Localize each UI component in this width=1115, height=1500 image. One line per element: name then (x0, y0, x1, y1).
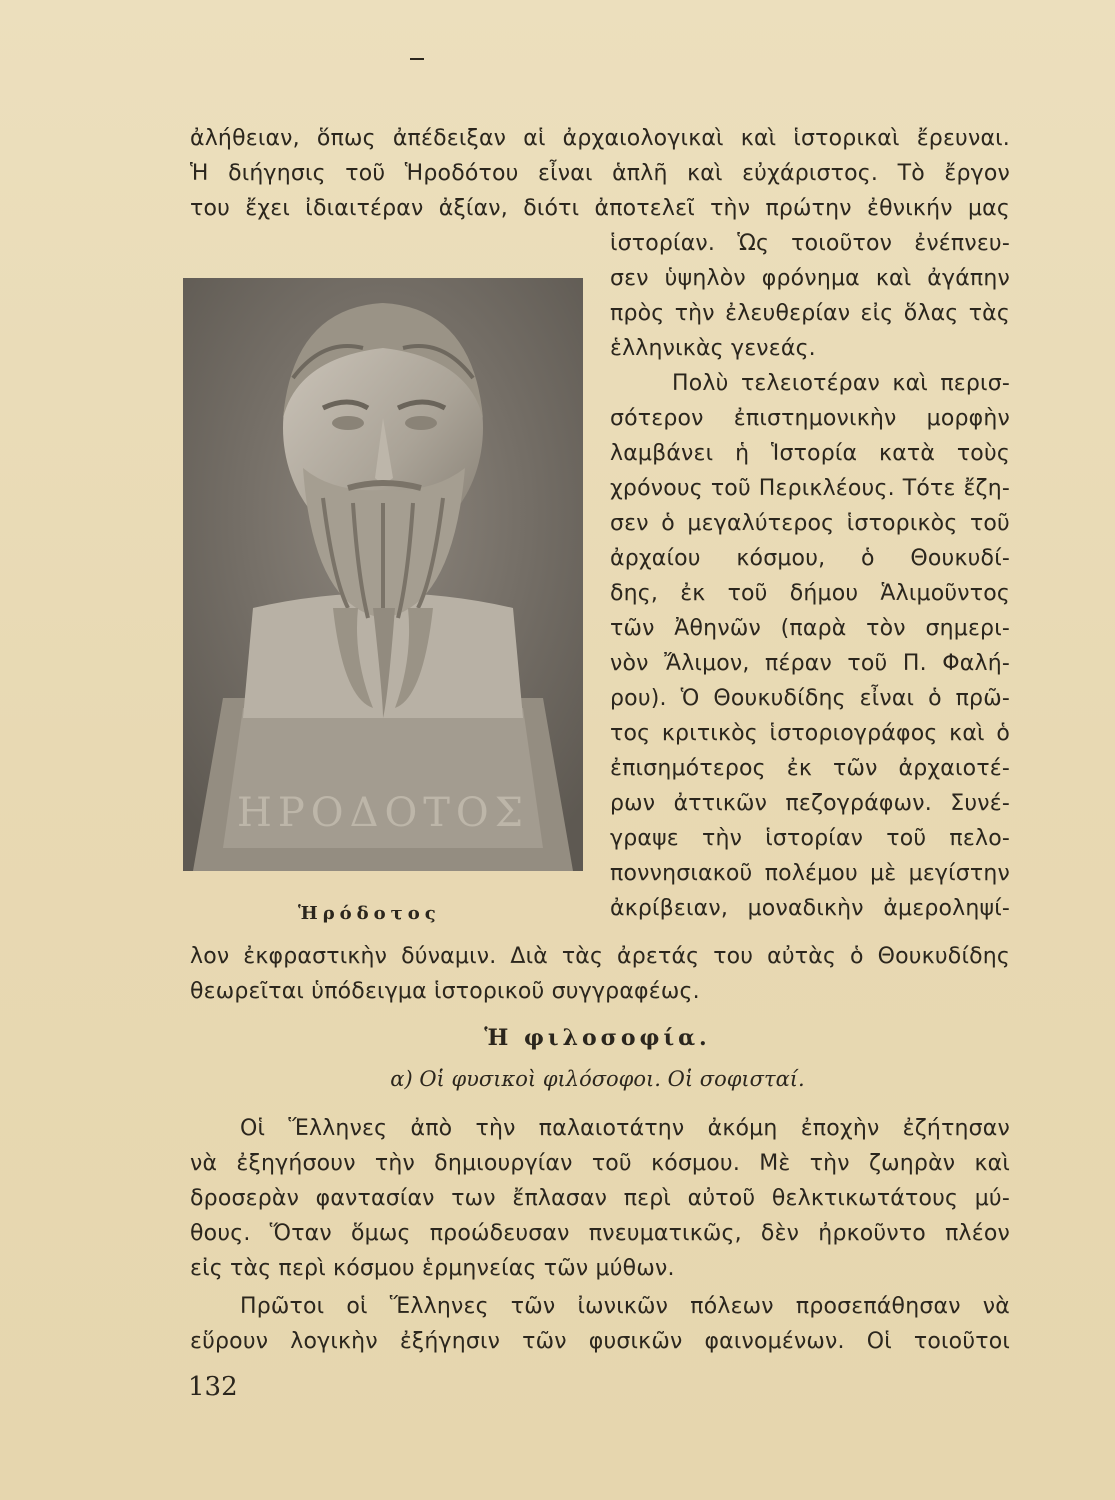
text-line: τῶν Ἀθηνῶν (παρὰ τὸν σημερι- (610, 616, 1010, 641)
ink-mark (410, 58, 424, 60)
text-line: τος κριτικὸς ἱστοριογράφος καὶ ὁ (610, 721, 1010, 746)
text-line: ἐπισημότερος ἐκ τῶν ἀρχαιοτέ- (610, 756, 1010, 781)
text-line: του ἔχει ἰδιαιτέραν ἀξίαν, διότι ἀποτελεῖ τὴν πρώτην ἐθνικήν μας (190, 196, 1010, 221)
text-line: σεν ὁ μεγαλύτερος ἱστορικὸς τοῦ (610, 511, 1010, 536)
text-line: πρὸς τὴν ἐλευθερίαν εἰς ὅλας τὰς (610, 301, 1010, 326)
text-line: νὰ ἐξηγήσουν τὴν δημιουργίαν τοῦ κόσμου. Μὲ τὴν ζωηρὰν καὶ (190, 1151, 1010, 1176)
text-line: σεν ὑψηλὸν φρόνημα καὶ ἀγάπην (610, 266, 1010, 291)
text-line: ἀλήθειαν, ὅπως ἀπέδειξαν αἱ ἀρχαιολογικαὶ καὶ ἱστορικαὶ ἔρευναι. (190, 126, 1010, 151)
text-line: ποννησιακοῦ πολέμου μὲ μεγίστην (610, 861, 1010, 886)
text-line: ἀρχαίου κόσμου, ὁ Θουκυδί- (610, 546, 1010, 571)
text-line: νὸν Ἄλιμον, πέραν τοῦ Π. Φαλή- (610, 651, 1010, 676)
section-heading: Ἡ φιλοσοφία. (484, 1025, 711, 1051)
text-line: Πρῶτοι οἱ Ἕλληνες τῶν ἰωνικῶν πόλεων προσεπάθησαν νὰ (240, 1294, 1010, 1319)
text-line: εὕρουν λογικὴν ἐξήγησιν τῶν φυσικῶν φαινομένων. Οἱ τοιοῦτοι (190, 1329, 1010, 1354)
text-line: εἰς τὰς περὶ κόσμου ἑρμηνείας τῶν μύθων. (190, 1256, 675, 1281)
text-line: ἑλληνικὰς γενεάς. (610, 336, 816, 361)
section-subheading: α) Οἱ φυσικοὶ φιλόσοφοι. Οἱ σοφισταί. (390, 1067, 805, 1091)
text-line: ρων ἀττικῶν πεζογράφων. Συνέ- (610, 791, 1010, 816)
text-line: δης, ἐκ τοῦ δήμου Ἁλιμοῦντος (610, 581, 1010, 606)
text-line: Οἱ Ἕλληνες ἀπὸ τὴν παλαιοτάτην ἀκόμη ἐποχὴν ἐζήτησαν (240, 1116, 1010, 1141)
page-number: 132 (188, 1372, 238, 1402)
text-line: λαμβάνει ἡ Ἱστορία κατὰ τοὺς (610, 441, 1010, 466)
bust-inscription: ΗΡΟΔΟΤΟΣ (236, 790, 530, 836)
text-line: θους. Ὅταν ὅμως προώδευσαν πνευματικῶς, δὲν ἠρκοῦντο πλέον (190, 1221, 1010, 1246)
herodotus-bust-photo (183, 278, 583, 871)
text-line: σότερον ἐπιστημονικὴν μορφὴν (610, 406, 1010, 431)
text-line: Πολὺ τελειοτέραν καὶ περισ- (672, 371, 1010, 396)
text-line: ἀκρίβειαν, μοναδικὴν ἀμεροληψί- (610, 896, 1010, 921)
text-line: ρου). Ὁ Θουκυδίδης εἶναι ὁ πρῶ- (610, 686, 1010, 711)
figure-caption: Ἡρόδοτος (298, 903, 441, 924)
text-line: χρόνους τοῦ Περικλέους. Τότε ἔζη- (610, 476, 1010, 501)
text-line: Ἡ διήγησις τοῦ Ἡροδότου εἶναι ἁπλῆ καὶ εὐχάριστος. Τὸ ἔργον (190, 161, 1010, 186)
text-line: λον ἐκφραστικὴν δύναμιν. Διὰ τὰς ἀρετάς του αὐτὰς ὁ Θουκυδίδης (190, 944, 1010, 969)
text-line: δροσερὰν φαντασίαν των ἔπλασαν περὶ αὐτοῦ θελκτικωτάτους μύ- (190, 1186, 1010, 1211)
text-line: γραψε τὴν ἱστορίαν τοῦ πελο- (610, 826, 1010, 851)
text-line: θεωρεῖται ὑπόδειγμα ἱστορικοῦ συγγραφέως. (190, 979, 700, 1004)
text-line: ἱστορίαν. Ὡς τοιοῦτον ἐνέπνευ- (610, 231, 1010, 256)
